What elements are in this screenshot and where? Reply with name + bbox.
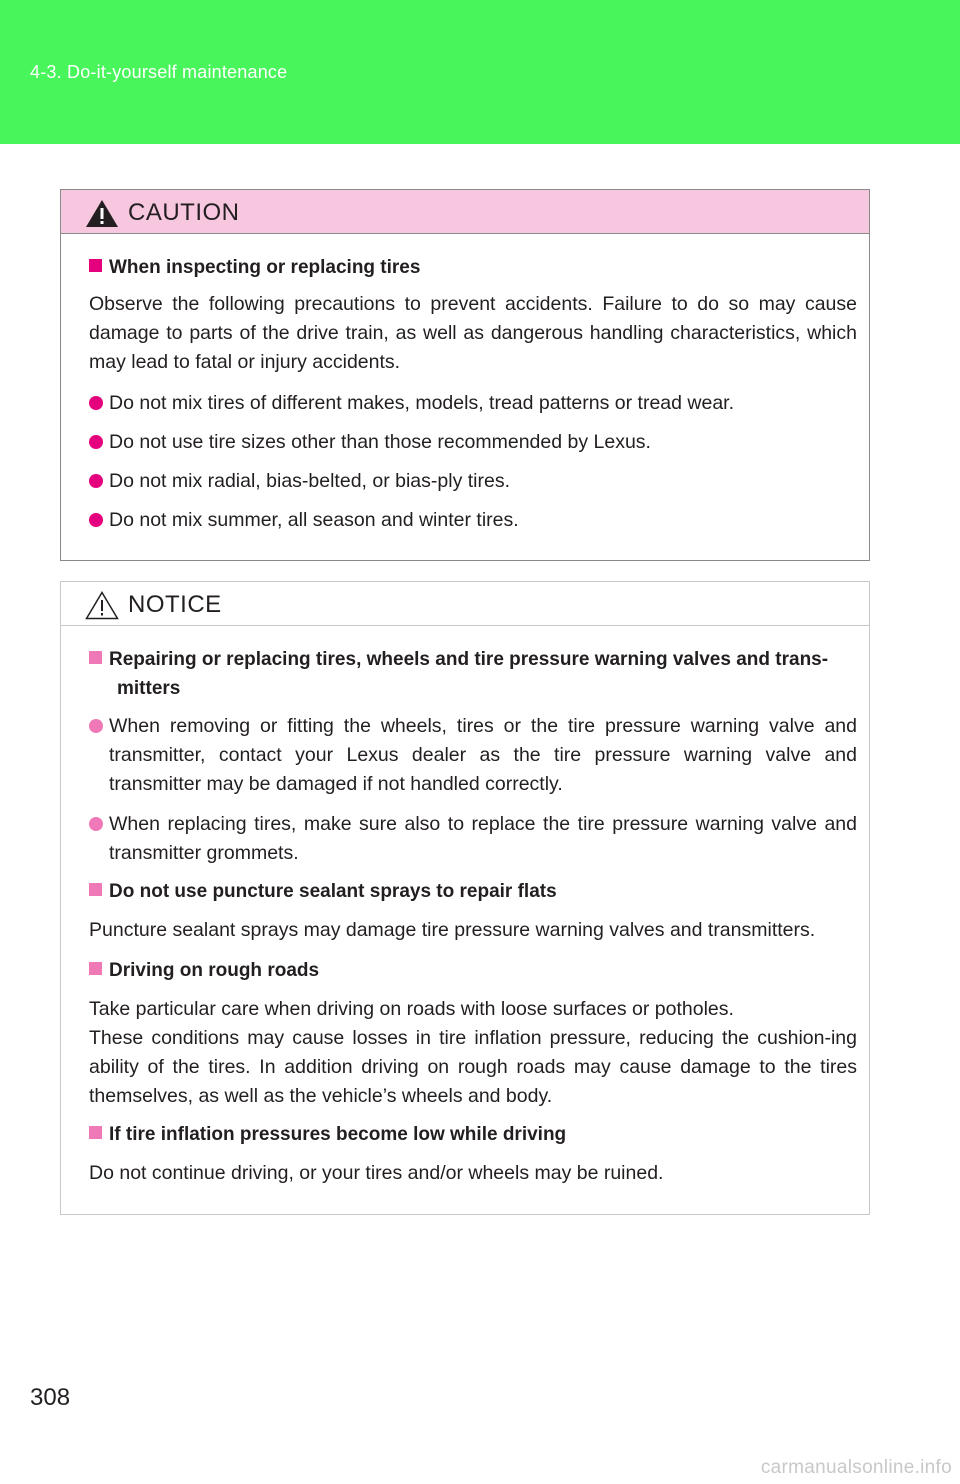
square-bullet-icon bbox=[89, 651, 102, 664]
caution-label: CAUTION bbox=[128, 199, 240, 226]
notice-text bbox=[89, 995, 857, 1111]
notice-bullet-text: When removing or fitting the wheels, tires or the tire pressure warning valve and transmitter, contact your Lexus dealer as the tire pressure warning valve and transmitter may be damaged if not handled correctly. bbox=[109, 715, 857, 795]
caution-topic bbox=[89, 253, 855, 282]
square-bullet-icon bbox=[89, 883, 102, 896]
caution-header bbox=[61, 190, 869, 234]
notice-topic bbox=[89, 1120, 855, 1149]
square-bullet-icon bbox=[89, 259, 102, 272]
page-number: 308 bbox=[30, 1384, 71, 1411]
caution-bullet-text: Do not use tire sizes other than those recommended by Lexus. bbox=[109, 431, 651, 453]
notice-text-line: Take particular care when driving on roads with loose surfaces or potholes. bbox=[89, 998, 734, 1020]
round-bullet-icon bbox=[89, 435, 103, 449]
caution-bullet bbox=[89, 428, 857, 457]
notice-topic-text: Repairing or replacing tires, wheels and tire pressure warning valves and trans-mitters bbox=[109, 649, 829, 699]
square-bullet-icon bbox=[89, 962, 102, 975]
notice-bullet-text: When replacing tires, make sure also to replace the tire pressure warning valve and transmitter grommets. bbox=[109, 813, 857, 864]
caution-box bbox=[60, 189, 870, 561]
square-bullet-icon bbox=[89, 1126, 102, 1139]
caution-bullet bbox=[89, 389, 857, 418]
round-bullet-icon bbox=[89, 513, 103, 527]
round-bullet-icon bbox=[89, 719, 103, 733]
notice-text: Do not continue driving, or your tires and/or wheels may be ruined. bbox=[89, 1162, 664, 1184]
caution-topic-text: When inspecting or replacing tires bbox=[109, 257, 421, 278]
caution-bullet-text: Do not mix radial, bias-belted, or bias-ply tires. bbox=[109, 470, 510, 492]
round-bullet-icon bbox=[89, 817, 103, 831]
notice-topic bbox=[89, 956, 855, 985]
round-bullet-icon bbox=[89, 396, 103, 410]
notice-topic-text: Driving on rough roads bbox=[109, 960, 320, 981]
notice-topic bbox=[89, 645, 855, 703]
notice-text: Puncture sealant sprays may damage tire pressure warning valves and transmitters. bbox=[89, 919, 816, 941]
notice-label: NOTICE bbox=[128, 591, 222, 618]
notice-box bbox=[60, 581, 870, 1215]
warning-triangle-icon bbox=[85, 198, 119, 228]
header-band bbox=[0, 0, 960, 144]
notice-header bbox=[61, 582, 869, 626]
notice-topic-text: Do not use puncture sealant sprays to repair flats bbox=[109, 881, 557, 902]
notice-text-line: These conditions may cause losses in tire inflation pressure, reducing the cushion-ing ability of the tires. In addition driving on rough roads may cause damage to the tires themselves, as well as the vehicle’s wheels and body. bbox=[89, 1027, 857, 1107]
caution-intro: Observe the following precautions to prevent accidents. Failure to do so may cause damage to parts of the drive train, as well as dangerous handling characteristics, which may lead to fatal or injury accidents. bbox=[89, 293, 857, 373]
notice-topic bbox=[89, 877, 855, 906]
notice-bullet bbox=[89, 712, 857, 799]
caution-bullet-text: Do not mix summer, all season and winter tires. bbox=[109, 509, 519, 531]
notice-topic-text: If tire inflation pressures become low while driving bbox=[109, 1124, 567, 1145]
round-bullet-icon bbox=[89, 474, 103, 488]
caution-bullet-text: Do not mix tires of different makes, models, tread patterns or tread wear. bbox=[109, 392, 735, 414]
warning-triangle-outline-icon bbox=[85, 590, 119, 620]
watermark: carmanualsonline.info bbox=[760, 1457, 952, 1478]
section-title: 4-3. Do-it-yourself maintenance bbox=[30, 62, 288, 82]
caution-bullet bbox=[89, 506, 857, 535]
notice-bullet bbox=[89, 810, 857, 868]
caution-bullet bbox=[89, 467, 857, 496]
